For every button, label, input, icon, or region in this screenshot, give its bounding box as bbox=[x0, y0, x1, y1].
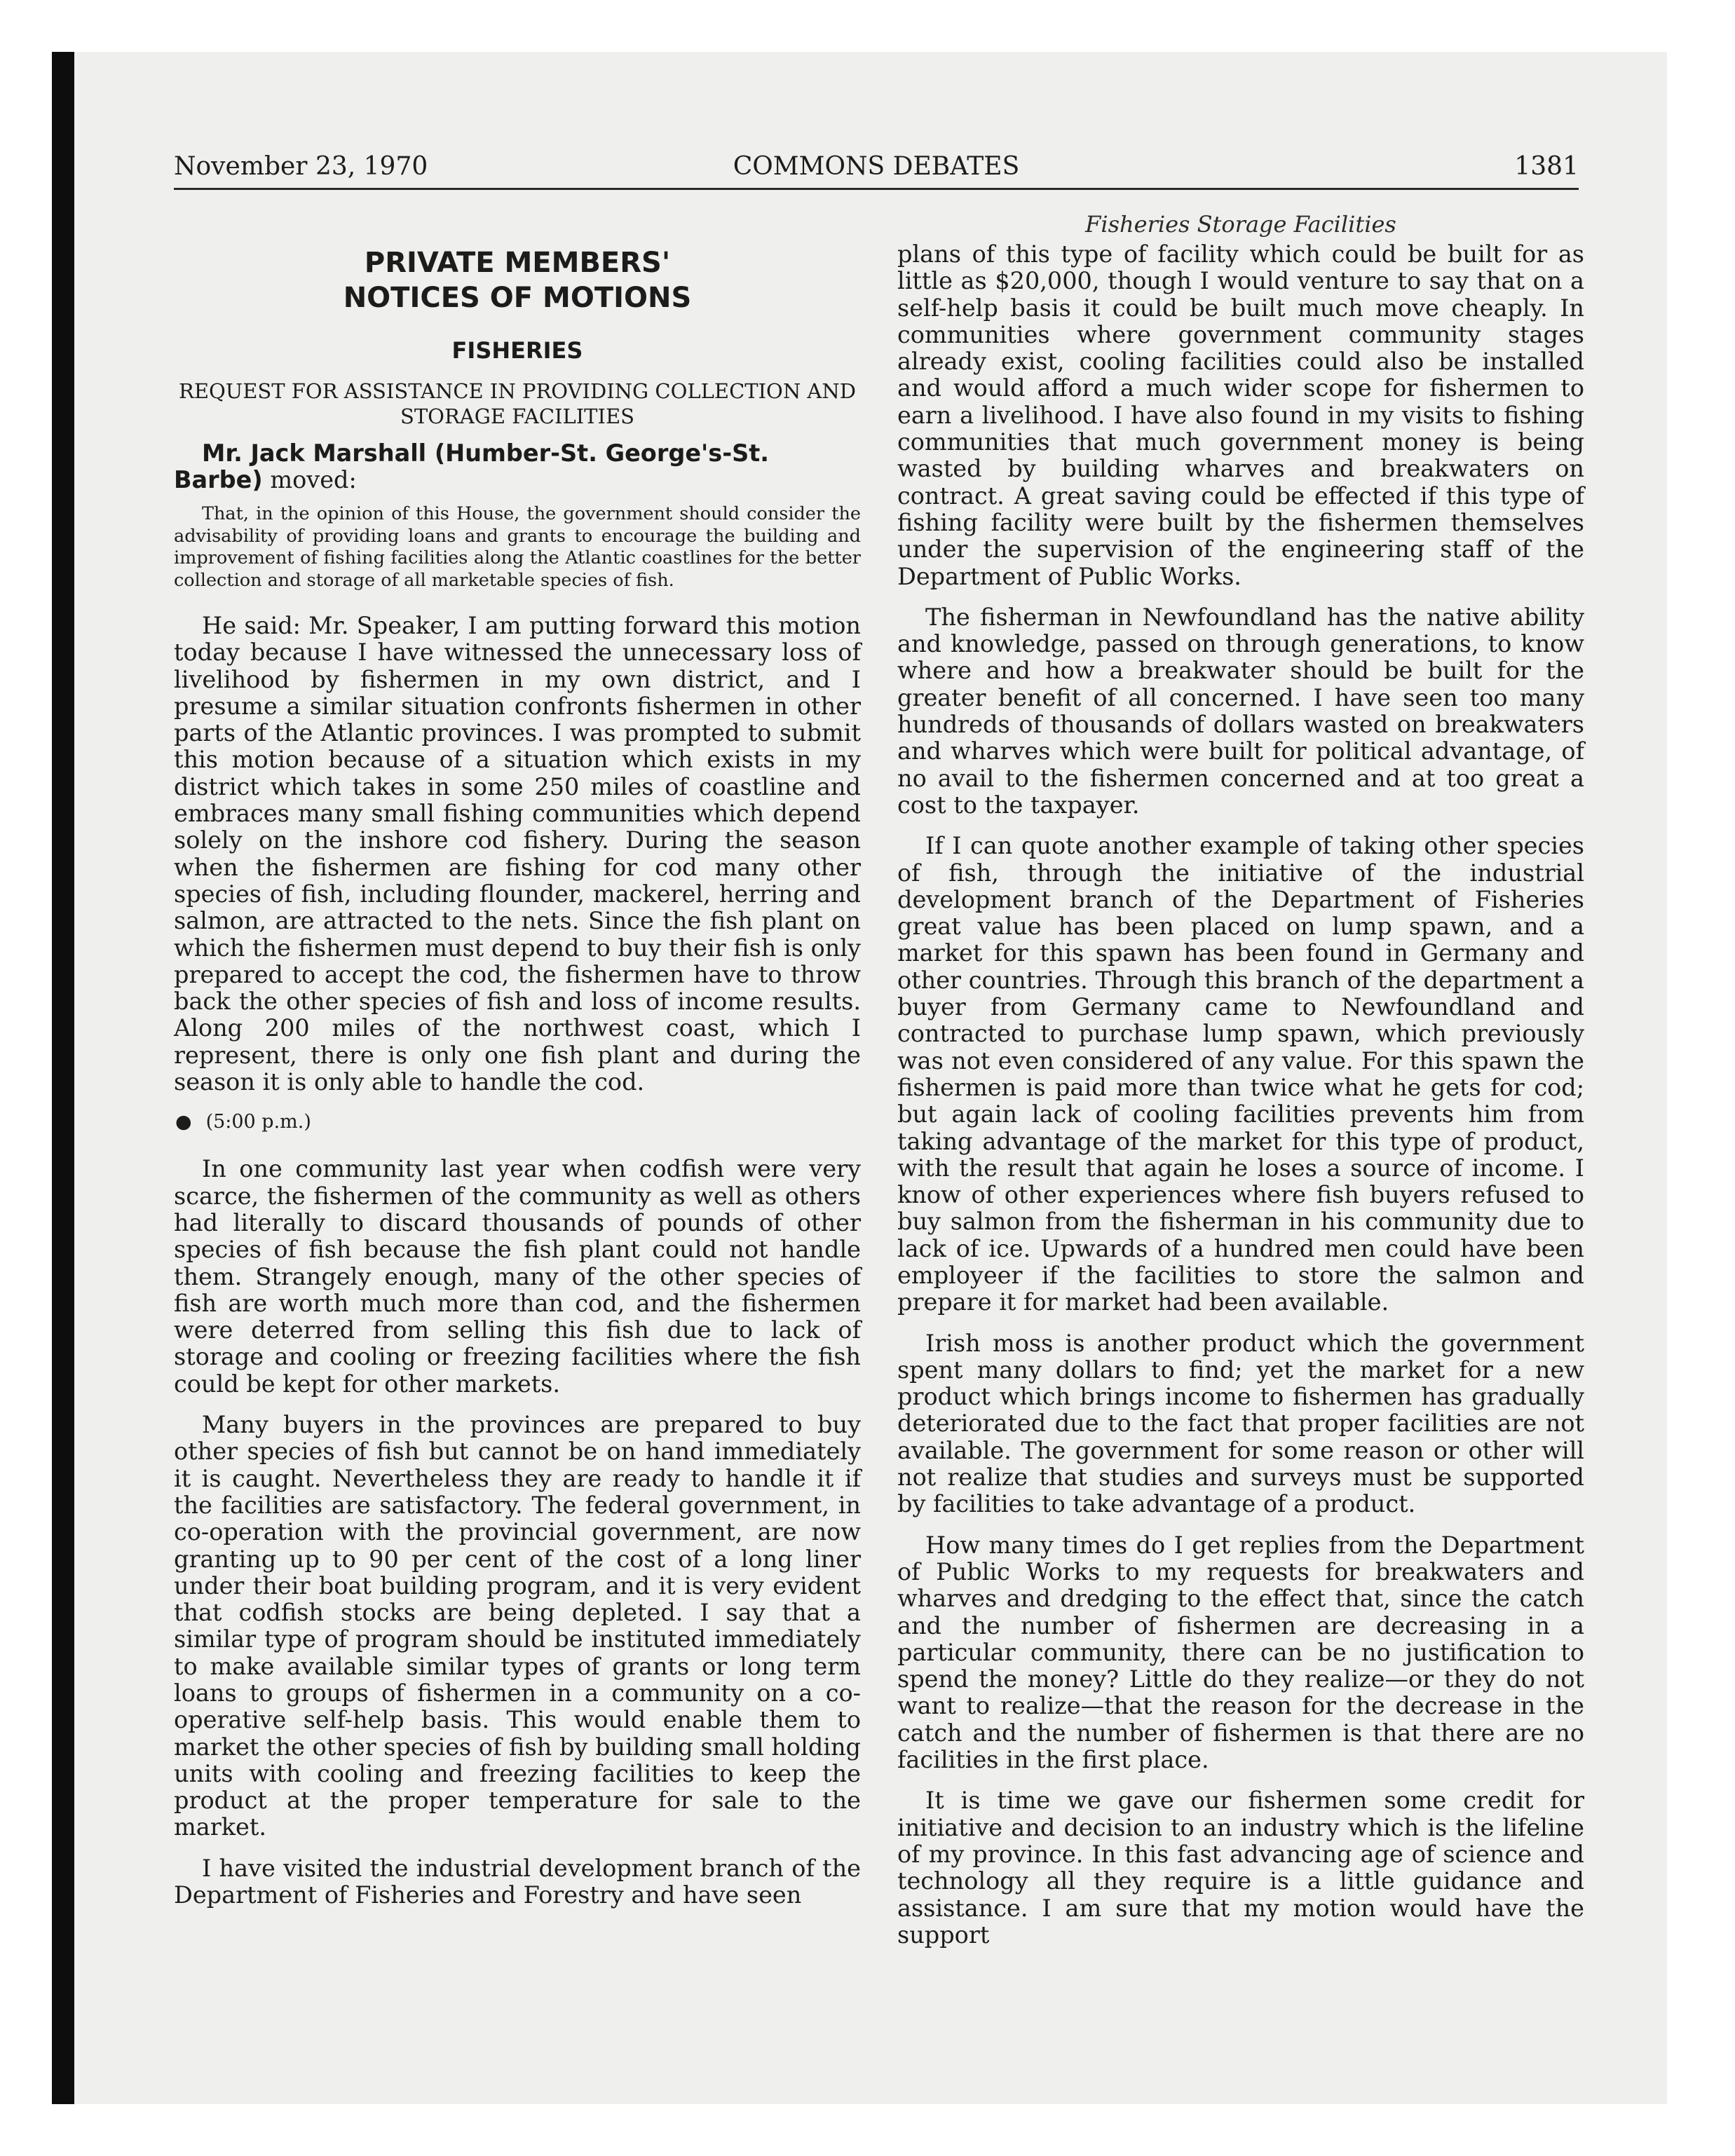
header-date: November 23, 1970 bbox=[174, 152, 428, 181]
right-paragraph-1: plans of this type of facility which could be built for as little as $20,000, though I would venture to say that on a self-help basis it could be built much move cheaply. In communities where government community stages already exist, cooling facilities could also be installed and would afford a much wider scope for fishermen to earn a livelihood. I have also found in my visits to fishing communities that much government money is being wasted by building wharves and breakwaters on contract. A great saving could be effected if this type of fishing facility were built by the fishermen themselves under the supervision of the engineering staff of the Department of Public Works. bbox=[897, 240, 1584, 590]
header-page-number: 1381 bbox=[1514, 152, 1579, 181]
right-paragraph-3: If I can quote another example of taking other species of fish, through the initiative of the industrial development branch of the Department of Fisheries great value has been placed on lump spawn, and a market for this spawn has been found in Germany and other countries. Through this branch of the department a buyer from Germany came to Newfoundland and contracted to purchase lump spawn, which previously was not even considered of any value. For this spawn the fishermen is paid more than twice what he gets for cod; but again lack of cooling facilities prevents him from taking advantage of the market for this type of product, with the result that again he loses a source of income. I know of other experiences where fish buyers refused to buy salmon from the fisherman in his community due to lack of ice. Upwards of a hundred men could have been employeer if the facilities to store the salmon and prepare it for market had been available. bbox=[897, 832, 1584, 1316]
left-paragraph-2: In one community last year when codfish were very scarce, the fishermen of the community as well as others had literally to discard thousands of pounds of other species of fish because the fish plant could not handle them. Strangely enough, many of the other species of fish are worth much more than cod, and the fishermen were deterred from selling this fish due to lack of storage and cooling or freezing facilities where the fish could be kept for other markets. bbox=[174, 1155, 861, 1398]
time-marker bbox=[174, 1110, 861, 1135]
left-column bbox=[174, 210, 861, 1923]
left-paragraph-4: I have visited the industrial development branch of the Department of Fisheries and Forestry and have seen bbox=[174, 1854, 861, 1909]
binding-edge bbox=[52, 52, 74, 2104]
mover-line bbox=[174, 440, 861, 493]
right-paragraph-2: The fisherman in Newfoundland has the native ability and knowledge, passed on through generations, to know where and how a breakwater should be built for the greater benefit of all concerned. I have seen too many hundreds of thousands of dollars wasted on breakwaters and wharves which were built for political advantage, of no avail to the fishermen concerned and at too great a cost to the taxpayer. bbox=[897, 603, 1584, 819]
section-title: PRIVATE MEMBERS' NOTICES OF MOTIONS bbox=[343, 247, 692, 314]
right-paragraph-6: It is time we gave our fishermen some credit for initiative and decision to an industry which is the lifeline of my province. In this fast advancing age of science and technology all they require is a little guidance and assistance. I am sure that my motion would have the support bbox=[897, 1787, 1584, 1949]
mover-verb: moved: bbox=[270, 466, 357, 493]
right-column bbox=[897, 210, 1584, 1963]
left-paragraph-3: Many buyers in the provinces are prepared to buy other species of fish but cannot be on hand immediately it is caught. Nevertheless they are ready to handle it if the facilities are satisfactory. The federal government, in co-operation with the provincial government, are now granting up to 90 per cent of the cost of a long liner under their boat building program, and it is very evident that codfish stocks are being depleted. I say that a similar type of program should be instituted immediately to make available similar types of grants or long term loans to groups of fishermen in a community on a co-operative self-help basis. This would enable them to market the other species of fish by building small holding units with cooling and freezing facilities to keep the product at the proper temperature for sale to the market. bbox=[174, 1411, 861, 1841]
motion-text: That, in the opinion of this House, the government should consider the advisability of providing loans and grants to encourage the building and improvement of fishing facilities along the Atlantic coastlines for the better collection and storage of all marketable species of fish. bbox=[174, 503, 861, 591]
running-head: Fisheries Storage Facilities bbox=[1085, 211, 1396, 238]
right-paragraph-5: How many times do I get replies from the Department of Public Works to my requests for breakwaters and wharves and dredging to the effect that, since the catch and the number of fishermen are decreasing in a particular community, there can be no justification to spend the money? Little do they realize—or they do not want to realize—that the reason for the decrease in the catch and the number of fishermen is that there are no facilities in the first place. bbox=[897, 1531, 1584, 1774]
bullet-icon: ● bbox=[175, 1111, 192, 1133]
mover-name: Mr. Jack Marshall (Humber-St. George's-St. Barbe) bbox=[174, 439, 770, 493]
time-marker-text: (5:00 p.m.) bbox=[205, 1111, 311, 1133]
left-paragraph-1: He said: Mr. Speaker, I am putting forward this motion today because I have witnessed the unnecessary loss of livelihood by fishermen in my own district, and I presume a similar situation confronts fishermen in other parts of the Atlantic provinces. I was prompted to submit this motion because of a situation which exists in my district which takes in some 250 miles of coastline and embraces many small fishing communities which depend solely on the inshore cod fishery. During the season when the fishermen are fishing for cod many other species of fish, including flounder, mackerel, herring and salmon, are attracted to the nets. Since the fish plant on which the fishermen must depend to buy their fish is only prepared to accept the cod, the fishermen have to throw back the other species of fish and loss of income results. Along 200 miles of the northwest coast, which I represent, there is only one fish plant and during the season it is only able to handle the cod. bbox=[174, 612, 861, 1096]
header-publication: COMMONS DEBATES bbox=[733, 152, 1020, 181]
subsection-subtitle: REQUEST FOR ASSISTANCE IN PROVIDING COLLECTION AND STORAGE FACILITIES bbox=[178, 379, 856, 428]
subsection-title: FISHERIES bbox=[451, 337, 583, 364]
right-paragraph-4: Irish moss is another product which the government spent many dollars to find; yet the market for a new product which brings income to fishermen has gradually deteriorated due to the fact that proper facilities are not available. The government for some reason or other will not realize that studies and surveys must be supported by facilities to take advantage of a product. bbox=[897, 1329, 1584, 1518]
page-header bbox=[174, 146, 1579, 190]
